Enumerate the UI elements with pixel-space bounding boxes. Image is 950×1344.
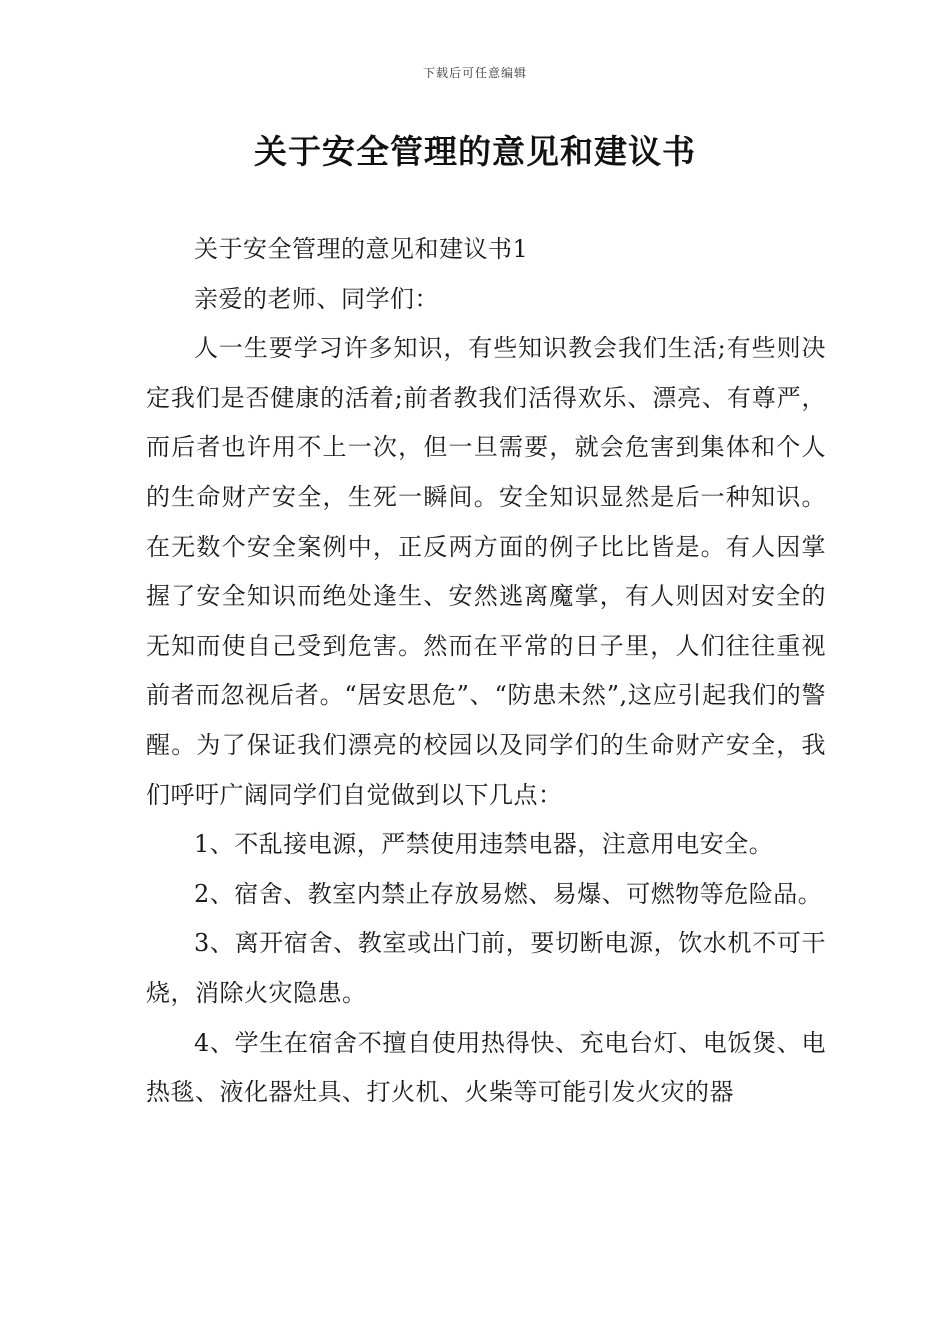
intro-paragraph: 人一生要学习许多知识，有些知识教会我们生活;有些则决定我们是否健康的活着;前者教我们活得欢乐、漂亮、有尊严，而后者也许用不上一次，但一旦需要，就会危害到集体和个人的生命财产安全，生死一瞬间。安全知识显然是后一种知识。在无数个安全案例中，正反两方面的例子比比皆是。有人因掌握了安全知识而绝处逢生、安然逃离魔掌，有人则因对安全的无知而使自己受到危害。然而在平常的日子里，人们往往重视前者而忽视后者。“居安思危”、“防患未然”,这应引起我们的警醒。为了保证我们漂亮的校园以及同学们的生命财产安全，我们呼吁广阔同学们自觉做到以下几点： bbox=[146, 334, 826, 809]
header-note: 下载后可任意编辑 bbox=[422, 66, 527, 80]
point-2-paragraph: 2、宿舍、教室内禁止存放易燃、易爆、可燃物等危险品。 bbox=[194, 879, 823, 908]
salutation-paragraph: 亲爱的老师、同学们： bbox=[194, 284, 439, 313]
document-title: 关于安全管理的意见和建议书 bbox=[254, 132, 696, 171]
point-3-paragraph: 3、离开宿舍、教室或出门前，要切断电源，饮水机不可干烧，消除火灾隐患。 bbox=[146, 929, 826, 1007]
subtitle-paragraph: 关于安全管理的意见和建议书1 bbox=[194, 235, 529, 263]
point-1-paragraph: 1、不乱接电源，严禁使用违禁电器，注意用电安全。 bbox=[194, 830, 774, 859]
point-4-paragraph: 4、学生在宿舍不擅自使用热得快、充电台灯、电饭煲、电热毯、液化器灶具、打火机、火柴等可能引发火灾的器 bbox=[146, 1028, 826, 1107]
document-body bbox=[146, 225, 826, 1118]
